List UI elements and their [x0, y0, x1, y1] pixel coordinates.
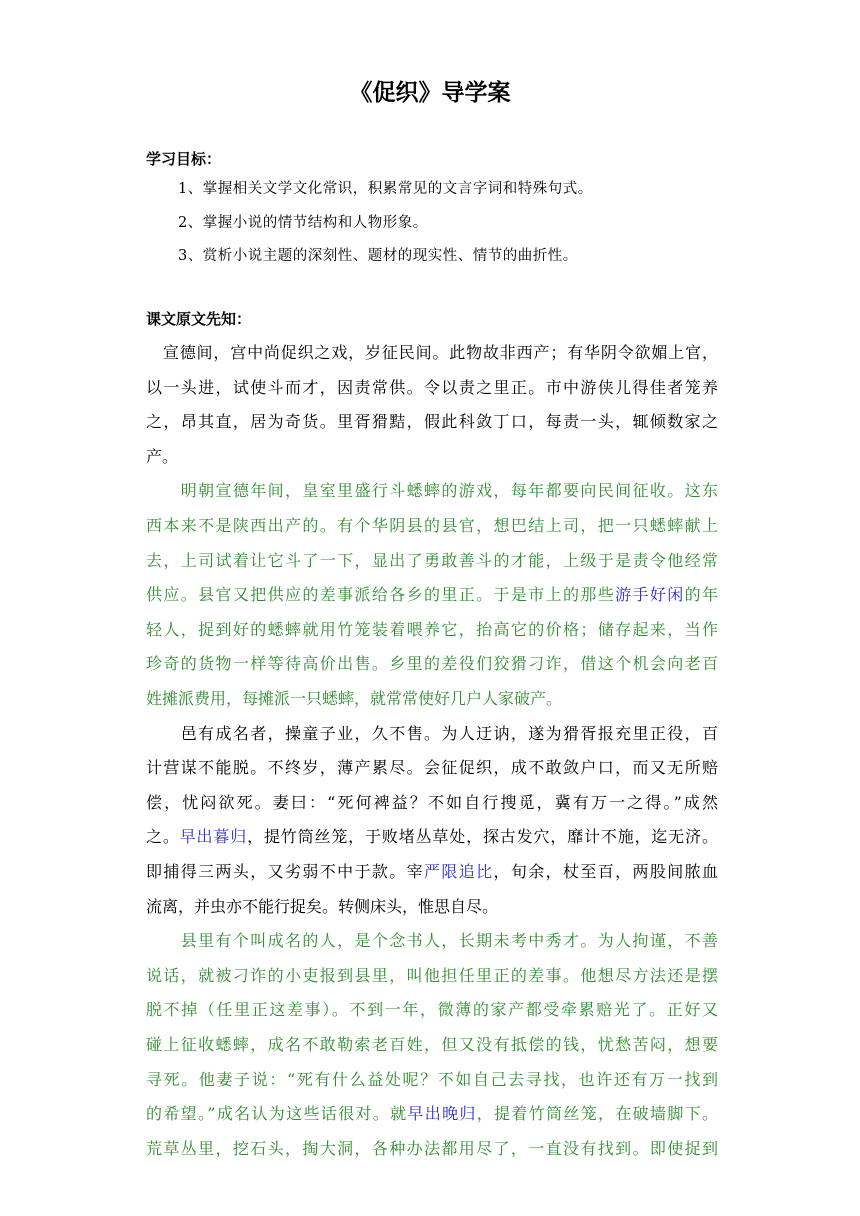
text-line	[146, 1104, 718, 1124]
highlighted-phrase: 早出晚归	[407, 1104, 477, 1124]
text-line	[146, 897, 718, 917]
text-segment: 即捕得三两头，又劣弱不中于款。宰	[146, 862, 424, 881]
highlighted-phrase: 游手好闲	[615, 585, 685, 605]
text-segment: 去，上司试着让它斗了一下，显出了勇敢善斗的才能，上级于是责令他经常	[146, 550, 718, 570]
text-line	[146, 343, 718, 363]
highlighted-phrase: 严限追比	[423, 862, 494, 881]
text-line	[146, 758, 718, 778]
goal-item-1: 1、掌握相关文学文化常识，积累常见的文言字词和特殊句式。	[178, 181, 593, 197]
text-line	[146, 862, 718, 882]
text-segment: 西本来不是陕西出产的。有个华阴县的县官，想巴结上司，把一只蟋蟀献上	[146, 516, 718, 535]
text-segment: ，提竹筒丝笼，于败堵丛草处，探古发穴，靡计不施，迄无济。	[247, 827, 718, 847]
text-line	[146, 1070, 718, 1090]
text-line	[146, 654, 718, 674]
text-segment: 的希望。”成名认为这些话很对。就	[146, 1104, 408, 1124]
text-line	[146, 827, 718, 847]
text-segment: 邑有成名者，操童子业，久不售。为人迂讷，遂为猾胥报充里正役，百	[146, 723, 718, 743]
text-line	[146, 481, 718, 501]
text-segment: 寻死。他妻子说：“死有什么益处呢？不如自己去寻找，也许还有万一找到	[146, 1069, 718, 1089]
goal-item-3: 3、赏析小说主题的深刻性、题材的现实性、情节的曲折性。	[178, 248, 578, 264]
document-title: 《促织》导学案	[349, 80, 511, 106]
goal-item-2: 2、掌握小说的情节结构和人物形象。	[178, 215, 428, 231]
text-segment: ，旬余，杖至百，两股间脓血	[493, 862, 718, 881]
text-line	[146, 516, 718, 536]
text-segment: 说话，就被刁诈的小吏报到县里，叫他担任里正的差事。他想尽方法还是摆	[146, 965, 718, 985]
text-line	[146, 1000, 718, 1020]
text-line	[146, 620, 718, 640]
text-segment: 轻人，捉到好的蟋蟀就用竹笼装着喂养它，抬高它的价格；储存起来，当作	[146, 619, 718, 639]
text-segment: 姓摊派费用，每摊派一只蟋蟀，就常常使好几户人家破产。	[146, 689, 563, 708]
text-line	[146, 689, 718, 709]
text-segment: ，提着竹筒丝笼，在破墙脚下。	[476, 1104, 718, 1124]
text-segment: 供应。县官又把供应的差事派给各乡的里正。于是市上的那些	[146, 585, 616, 605]
text-line	[146, 793, 718, 813]
text-line	[146, 585, 718, 605]
text-segment: 明朝宣德年间，皇室里盛行斗蟋蟀的游戏，每年都要向民间征收。这东	[146, 481, 718, 501]
text-segment: 之。	[146, 827, 180, 847]
highlighted-phrase: 早出暮归	[179, 827, 248, 847]
text-segment: 碰上征收蟋蟀，成名不敢勒索老百姓，但又没有抵偿的钱，忧愁苦闷，想要	[146, 1035, 718, 1054]
text-line	[146, 412, 718, 432]
text-line	[146, 378, 718, 398]
text-segment: 珍奇的货物一样等待高价出售。乡里的差役们狡猾刁诈，借这个机会向老百	[146, 654, 718, 674]
text-line	[146, 1035, 718, 1055]
text-line	[146, 966, 718, 986]
text-segment: 以一头进，试使斗而才，因责常供。令以责之里正。市中游侠儿得佳者笼养	[146, 377, 718, 397]
text-line	[146, 931, 718, 951]
goals-heading: 学习目标：	[146, 150, 222, 168]
text-segment: 流离，并虫亦不能行捉矣。转侧床头，惟思自尽。	[146, 896, 499, 916]
text-segment: 计营谋不能脱。不终岁，薄产累尽。会征促织，成不敢敛户口，而又无所赔	[146, 758, 718, 778]
text-segment: 脱不掉（任里正这差事）。不到一年，微薄的家产都受牵累赔光了。正好又	[146, 1000, 718, 1020]
text-segment: 宣德间，宫中尚促织之戏，岁征民间。此物故非西产；有华阴令欲媚上官，	[146, 343, 718, 362]
text-segment: 之，昂其直，居为奇货。里胥猾黠，假此科敛丁口，每责一头，辄倾数家之	[146, 412, 718, 432]
text-segment: 偿，忧闷欲死。妻曰：“死何裨益？不如自行搜觅，冀有万一之得。”成然	[146, 792, 718, 812]
text-segment: 荒草丛里，挖石头，掏大洞，各种办法都用尽了，一直没有找到。即使捉到	[146, 1138, 718, 1158]
text-heading: 课文原文先知：	[146, 310, 252, 328]
text-segment: 产。	[146, 446, 179, 466]
text-line	[146, 551, 718, 571]
text-line	[146, 724, 718, 744]
text-line	[146, 447, 718, 467]
text-line	[146, 1139, 718, 1159]
text-segment: 县里有个叫成名的人，是个念书人，长期未考中秀才。为人拘谨，不善	[146, 931, 718, 951]
text-segment: 的年	[684, 585, 718, 605]
